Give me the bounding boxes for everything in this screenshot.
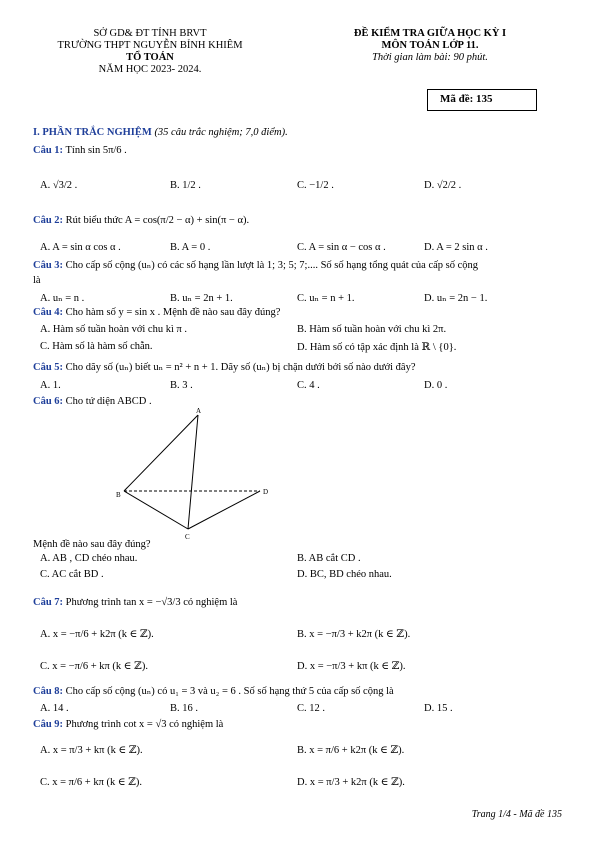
option-b[interactable]: B. x = π/6 + k2π (k ∈ ℤ). bbox=[297, 745, 405, 756]
school-header bbox=[40, 28, 260, 76]
group-name: TỔ TOÁN bbox=[126, 52, 174, 63]
option-d[interactable]: D. BC, BD chéo nhau. bbox=[297, 569, 392, 580]
question-label: Câu 8: bbox=[33, 686, 64, 697]
question-7 bbox=[33, 597, 237, 608]
question-text: Cho cấp số cộng (uₙ) có u₁ = 3 và u₂ = 6 . Số số hạng thứ 5 của cấp số cộng là bbox=[65, 686, 394, 697]
option-a[interactable]: A. uₙ = n . bbox=[40, 293, 85, 304]
option-b[interactable]: B. 16 . bbox=[170, 703, 199, 714]
vertex-c-label: C bbox=[185, 533, 190, 540]
option-a[interactable]: A. √3/2 . bbox=[40, 180, 78, 191]
question-3-cont: là bbox=[33, 275, 41, 286]
question-text: Cho dãy số (uₙ) biết uₙ = n² + n + 1. Dãy số (uₙ) bị chặn dưới bởi số nào dưới đây? bbox=[65, 362, 416, 373]
school-year: NĂM HỌC 2023- 2024. bbox=[98, 64, 202, 75]
question-label: Câu 7: bbox=[33, 597, 64, 608]
exam-time: Thời gian làm bài: 90 phút. bbox=[372, 52, 488, 63]
question-label: Câu 6: bbox=[33, 396, 64, 407]
option-b[interactable]: B. uₙ = 2n + 1. bbox=[170, 293, 233, 304]
option-c[interactable]: C. AC cắt BD . bbox=[40, 569, 104, 580]
edge-bc bbox=[124, 491, 188, 529]
question-4 bbox=[33, 307, 280, 318]
option-d[interactable]: D. Hàm số có tập xác định là ℝ \ {0}. bbox=[297, 342, 457, 353]
option-a[interactable]: A. x = π/3 + kπ (k ∈ ℤ). bbox=[40, 745, 143, 756]
option-b[interactable]: B. x = −π/3 + k2π (k ∈ ℤ). bbox=[297, 629, 411, 640]
option-c[interactable]: C. x = −π/6 + kπ (k ∈ ℤ). bbox=[40, 661, 148, 672]
question-8 bbox=[33, 685, 394, 697]
edge-cd bbox=[188, 491, 260, 529]
option-b[interactable]: B. AB cắt CD . bbox=[297, 553, 361, 564]
question-label: Câu 9: bbox=[33, 719, 64, 730]
option-a[interactable]: A. x = −π/6 + k2π (k ∈ ℤ). bbox=[40, 629, 154, 640]
option-b[interactable]: B. A = 0 . bbox=[170, 242, 211, 253]
question-3 bbox=[33, 259, 478, 271]
question-label: Câu 5: bbox=[33, 362, 64, 373]
option-c[interactable]: C. uₙ = n + 1. bbox=[297, 293, 355, 304]
question-text: Cho hàm số y = sin x . Mệnh đề nào sau đây đúng? bbox=[65, 307, 281, 318]
option-c[interactable]: C. x = π/6 + kπ (k ∈ ℤ). bbox=[40, 777, 143, 788]
option-a[interactable]: A. 1. bbox=[40, 380, 61, 391]
vertex-b-label: B bbox=[116, 491, 121, 499]
option-d[interactable]: D. A = 2 sin α . bbox=[424, 242, 488, 253]
exam-header bbox=[310, 28, 550, 64]
section-note: (35 câu trắc nghiệm; 7,0 điểm). bbox=[154, 127, 288, 138]
option-a[interactable]: A. Hàm số tuần hoàn với chu kì π . bbox=[40, 324, 188, 335]
edge-ac bbox=[188, 415, 198, 529]
question-label: Câu 4: bbox=[33, 307, 64, 318]
exam-subject: MÔN TOÁN LỚP 11. bbox=[381, 40, 479, 51]
edge-ab bbox=[124, 415, 198, 491]
option-c[interactable]: C. 12 . bbox=[297, 703, 326, 714]
school-name: TRƯỜNG THPT NGUYỄN BỈNH KHIÊM bbox=[57, 40, 243, 51]
question-text: Cho tứ diện ABCD . bbox=[65, 396, 152, 407]
question-label: Câu 1: bbox=[33, 145, 64, 156]
page-footer: Trang 1/4 - Mã đề 135 bbox=[471, 809, 562, 820]
option-c[interactable]: C. 4 . bbox=[297, 380, 320, 391]
question-text: Phương trình bbox=[65, 597, 121, 608]
question-2 bbox=[33, 215, 249, 226]
question-1 bbox=[33, 145, 127, 156]
question-text: Cho cấp số cộng (uₙ) có các số hạng lần lượt là 1; 3; 5; 7;.... Số số hạng tổng quát của cấp số cộng bbox=[65, 260, 479, 271]
exam-title: ĐỀ KIỂM TRA GIỮA HỌC KỲ I bbox=[353, 28, 507, 39]
option-d[interactable]: D. x = −π/3 + kπ (k ∈ ℤ). bbox=[297, 661, 406, 672]
option-a[interactable]: A. A = sin α cos α . bbox=[40, 242, 121, 253]
department-line: SỞ GD& ĐT TỈNH BRVT bbox=[93, 28, 207, 39]
vertex-a-label: A bbox=[196, 407, 202, 415]
tetrahedron-figure bbox=[110, 405, 280, 540]
question-label: Câu 2: bbox=[33, 215, 64, 226]
option-a[interactable]: A. 14 . bbox=[40, 703, 69, 714]
question-expr: sin 5π/6 . bbox=[87, 145, 127, 156]
question-expr: A = cos(π/2 − α) + sin(π − α). bbox=[124, 215, 250, 226]
option-d[interactable]: D. √2/2 . bbox=[424, 180, 462, 191]
section-title bbox=[33, 127, 288, 138]
question-text: Tính bbox=[65, 145, 86, 156]
option-d[interactable]: D. x = π/3 + k2π (k ∈ ℤ). bbox=[297, 777, 405, 788]
question-text: Phương trình cot x = √3 có nghiệm là bbox=[65, 719, 224, 730]
question-label: Câu 3: bbox=[33, 260, 64, 271]
option-d[interactable]: D. uₙ = 2n − 1. bbox=[424, 293, 488, 304]
option-c[interactable]: C. −1/2 . bbox=[297, 180, 334, 191]
exam-code-box: Mã đề: 135 bbox=[427, 89, 537, 111]
option-b[interactable]: B. Hàm số tuần hoàn với chu kì 2π. bbox=[297, 324, 447, 335]
option-b[interactable]: B. 3 . bbox=[170, 380, 193, 391]
section-heading: I. PHẦN TRẮC NGHIỆM bbox=[33, 127, 152, 138]
question-text: Rút biểu thức bbox=[65, 215, 123, 226]
question-expr: tan x = −√3/3 bbox=[123, 597, 181, 608]
option-b[interactable]: B. 1/2 . bbox=[170, 180, 201, 191]
option-d[interactable]: D. 15 . bbox=[424, 703, 453, 714]
option-d[interactable]: D. 0 . bbox=[424, 380, 448, 391]
option-c[interactable]: C. A = sin α − cos α . bbox=[297, 242, 386, 253]
question-6-prompt: Mệnh đề nào sau đây đúng? bbox=[33, 539, 151, 550]
vertex-d-label: D bbox=[263, 488, 269, 496]
question-text-after: có nghiệm là bbox=[183, 597, 238, 608]
question-5 bbox=[33, 361, 416, 373]
option-a[interactable]: A. AB , CD chéo nhau. bbox=[40, 553, 138, 564]
option-c[interactable]: C. Hàm số là hàm số chẵn. bbox=[40, 341, 153, 352]
question-9 bbox=[33, 719, 223, 730]
